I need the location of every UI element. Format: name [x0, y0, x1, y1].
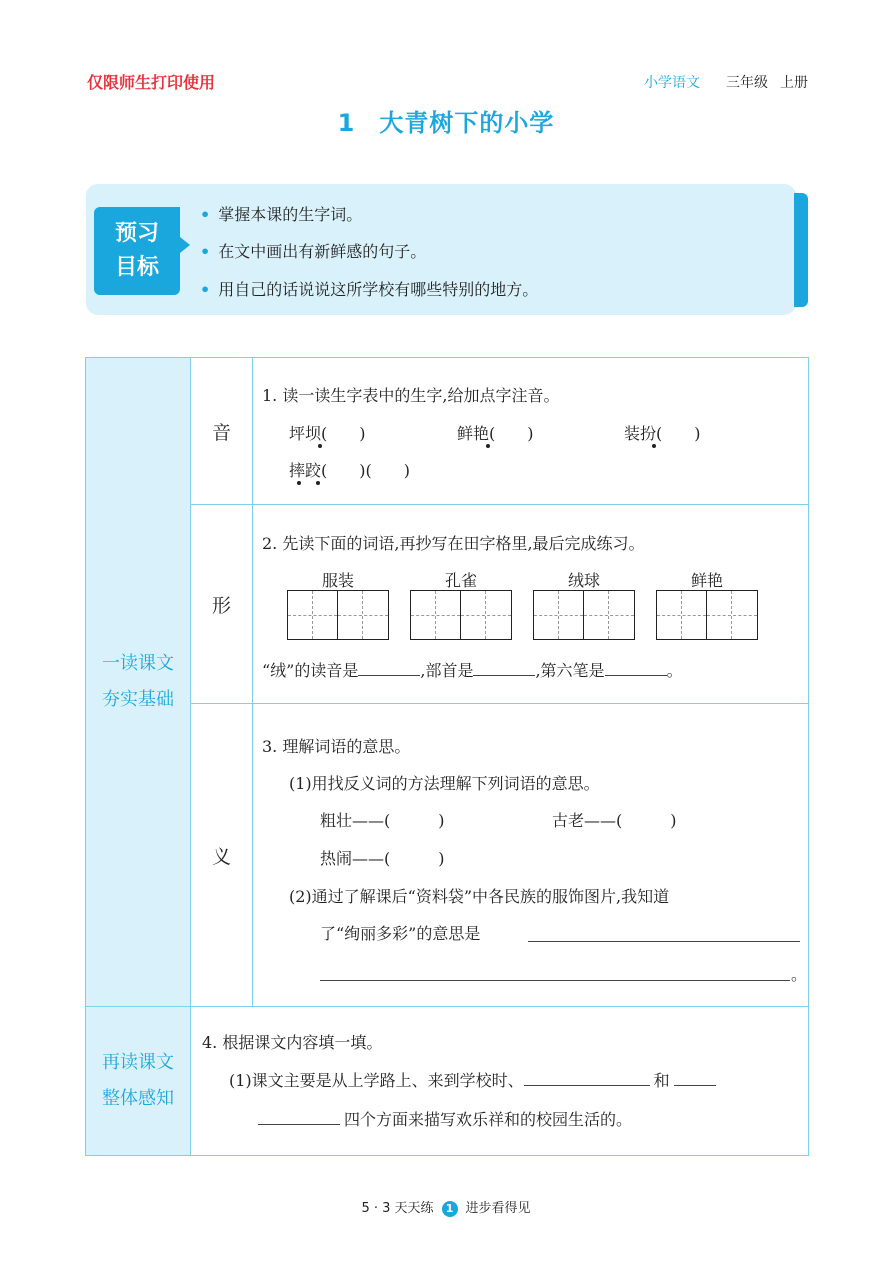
question-1: 1. 读一读生字表中的生字,给加点字注音。	[262, 386, 560, 405]
word-label: 服装	[321, 571, 354, 590]
footer-page-badge: 1	[442, 1201, 458, 1217]
footer-brand: 5 · 3 天天练	[361, 1201, 434, 1216]
answer-blank[interactable]	[605, 661, 667, 676]
answer-blank[interactable]	[473, 661, 535, 676]
writing-grid[interactable]	[656, 590, 758, 640]
row-divider	[191, 703, 808, 704]
goal-item: • 在文中画出有新鲜感的句子。	[200, 242, 427, 261]
word-label: 孔雀	[444, 571, 477, 590]
question-4-line2: 四个方面来描写欢乐祥和的校园生活的。	[258, 1107, 632, 1130]
emphasis-dot	[652, 444, 656, 448]
writing-grid[interactable]	[533, 590, 635, 640]
emphasis-dot	[297, 481, 301, 485]
goals-badge-line2: 目标	[114, 255, 159, 280]
emphasis-dot	[316, 481, 320, 485]
label-meaning: 义	[211, 845, 231, 868]
footer-slogan: 进步看得见	[465, 1201, 531, 1216]
label-form: 形	[211, 594, 231, 617]
answer-line[interactable]	[320, 980, 790, 981]
watermark-text: 仅限师生打印使用	[87, 73, 216, 92]
pinyin-item: 摔跤( )( )	[289, 461, 410, 480]
goal-item: • 用自己的话说说这所学校有哪些特别的地方。	[200, 280, 539, 299]
antonym-item: 热闹——( )	[320, 849, 445, 868]
grade-label: 三年级	[726, 75, 768, 91]
goals-badge-line1: 预习	[114, 221, 159, 246]
goals-accent-bar	[794, 193, 808, 307]
sub-question-2-cont: 了“绚丽多彩”的意思是	[320, 924, 481, 943]
fill-blank-row: “绒”的读音是 ,部首是 ,第六笔是 。	[262, 661, 683, 680]
question-2: 2. 先读下面的词语,再抄写在田字格里,最后完成练习。	[262, 534, 645, 553]
answer-blank[interactable]	[524, 1071, 650, 1086]
emphasis-dot	[318, 444, 322, 448]
section2-title: 再读课文 整体感知	[86, 1007, 191, 1155]
volume-label: 上册	[780, 75, 808, 91]
sub-question-1: (1)用找反义词的方法理解下列词语的意思。	[289, 774, 600, 793]
question-4-line1: (1)课文主要是从上学路上、来到学校时、 和	[229, 1068, 716, 1091]
section-divider	[86, 1006, 808, 1007]
goals-badge	[94, 207, 180, 295]
question-4: 4. 根据课文内容填一填。	[202, 1033, 383, 1052]
bullet-icon: •	[200, 242, 211, 261]
pinyin-item: 坪坝( )	[289, 424, 366, 443]
section1-title: 一读课文 夯实基础	[86, 358, 191, 1006]
answer-line[interactable]	[528, 941, 800, 942]
bullet-icon: •	[200, 280, 211, 299]
lesson-title: 大青树下的小学	[379, 109, 555, 137]
answer-blank[interactable]	[674, 1071, 716, 1086]
column-divider	[252, 358, 253, 1006]
label-sound: 音	[211, 421, 231, 444]
answer-blank[interactable]	[358, 661, 420, 676]
period: 。	[791, 965, 808, 984]
writing-grid[interactable]	[410, 590, 512, 640]
antonym-item: 粗壮——( )	[320, 811, 445, 830]
sub-question-2: (2)通过了解课后“资料袋”中各民族的服饰图片,我知道	[289, 887, 670, 906]
answer-blank[interactable]	[258, 1110, 340, 1125]
bullet-icon: •	[200, 205, 211, 224]
pinyin-item: 鲜艳( )	[457, 424, 534, 443]
pinyin-item: 装扮( )	[624, 424, 701, 443]
grade-info	[644, 72, 808, 92]
row-divider	[191, 504, 808, 505]
writing-grid[interactable]	[287, 590, 389, 640]
antonym-item: 古老——( )	[552, 811, 677, 830]
word-label: 鲜艳	[690, 571, 723, 590]
lesson-number: 1	[337, 109, 356, 137]
question-3: 3. 理解词语的意思。	[262, 737, 411, 756]
emphasis-dot	[486, 444, 490, 448]
word-label: 绒球	[567, 571, 600, 590]
subject-label: 小学语文	[644, 75, 700, 91]
page-footer	[0, 1197, 892, 1217]
page-title	[0, 103, 892, 138]
goal-item: • 掌握本课的生字词。	[200, 205, 363, 224]
